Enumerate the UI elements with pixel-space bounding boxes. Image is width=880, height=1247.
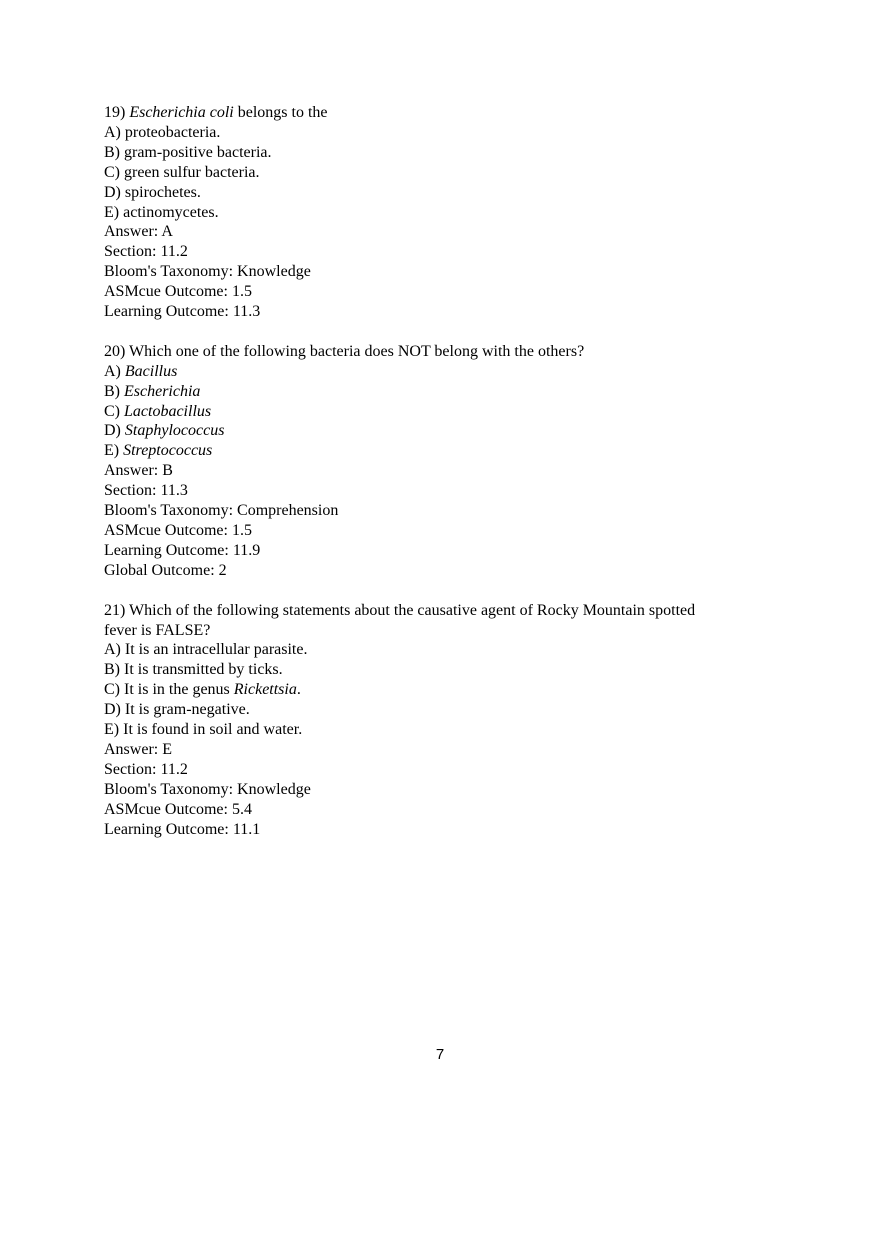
option-d: D) spirochetes.	[104, 183, 201, 201]
question-20	[104, 342, 784, 581]
question-21	[104, 601, 784, 840]
option-c: C) It is in the genus Rickettsia.	[104, 681, 301, 699]
section-line: Section: 11.3	[104, 482, 188, 500]
page-content	[104, 103, 784, 859]
blooms-taxonomy-line: Bloom's Taxonomy: Knowledge	[104, 263, 311, 281]
option-e: E) It is found in soil and water.	[104, 721, 303, 739]
asmcue-outcome-line: ASMcue Outcome: 5.4	[104, 800, 252, 818]
section-line: Section: 11.2	[104, 243, 188, 261]
asmcue-outcome-line: ASMcue Outcome: 1.5	[104, 283, 252, 301]
option-c: C) Lactobacillus	[104, 402, 212, 420]
answer-line: Answer: E	[104, 740, 172, 758]
option-a: A) It is an intracellular parasite.	[104, 641, 308, 659]
option-e: E) Streptococcus	[104, 442, 213, 460]
blooms-taxonomy-line: Bloom's Taxonomy: Knowledge	[104, 780, 311, 798]
question-stem: 20) Which one of the following bacteria does NOT belong with the others?	[104, 342, 585, 360]
option-e: E) actinomycetes.	[104, 203, 219, 221]
option-d: D) It is gram-negative.	[104, 701, 250, 719]
asmcue-outcome-line: ASMcue Outcome: 1.5	[104, 522, 252, 540]
question-19	[104, 103, 784, 322]
blooms-taxonomy-line: Bloom's Taxonomy: Comprehension	[104, 502, 339, 520]
option-b: B) gram-positive bacteria.	[104, 143, 272, 161]
answer-line: Answer: B	[104, 462, 173, 480]
global-outcome-line: Global Outcome: 2	[104, 561, 227, 579]
learning-outcome-line: Learning Outcome: 11.3	[104, 303, 261, 321]
learning-outcome-line: Learning Outcome: 11.9	[104, 541, 261, 559]
option-b: B) It is transmitted by ticks.	[104, 661, 283, 679]
option-a: A) proteobacteria.	[104, 123, 221, 141]
question-stem-line-1: 21) Which of the following statements about the causative agent of Rocky Mountain spotted	[104, 601, 696, 619]
page-number: 7	[435, 1046, 445, 1063]
answer-line: Answer: A	[104, 223, 173, 241]
option-d: D) Staphylococcus	[104, 422, 225, 440]
section-line: Section: 11.2	[104, 760, 188, 778]
learning-outcome-line: Learning Outcome: 11.1	[104, 820, 261, 838]
option-a: A) Bacillus	[104, 362, 178, 380]
option-c: C) green sulfur bacteria.	[104, 163, 260, 181]
question-stem: 19) Escherichia coli belongs to the	[104, 104, 328, 121]
option-b: B) Escherichia	[104, 382, 201, 400]
question-stem-line-2: fever is FALSE?	[104, 621, 211, 639]
